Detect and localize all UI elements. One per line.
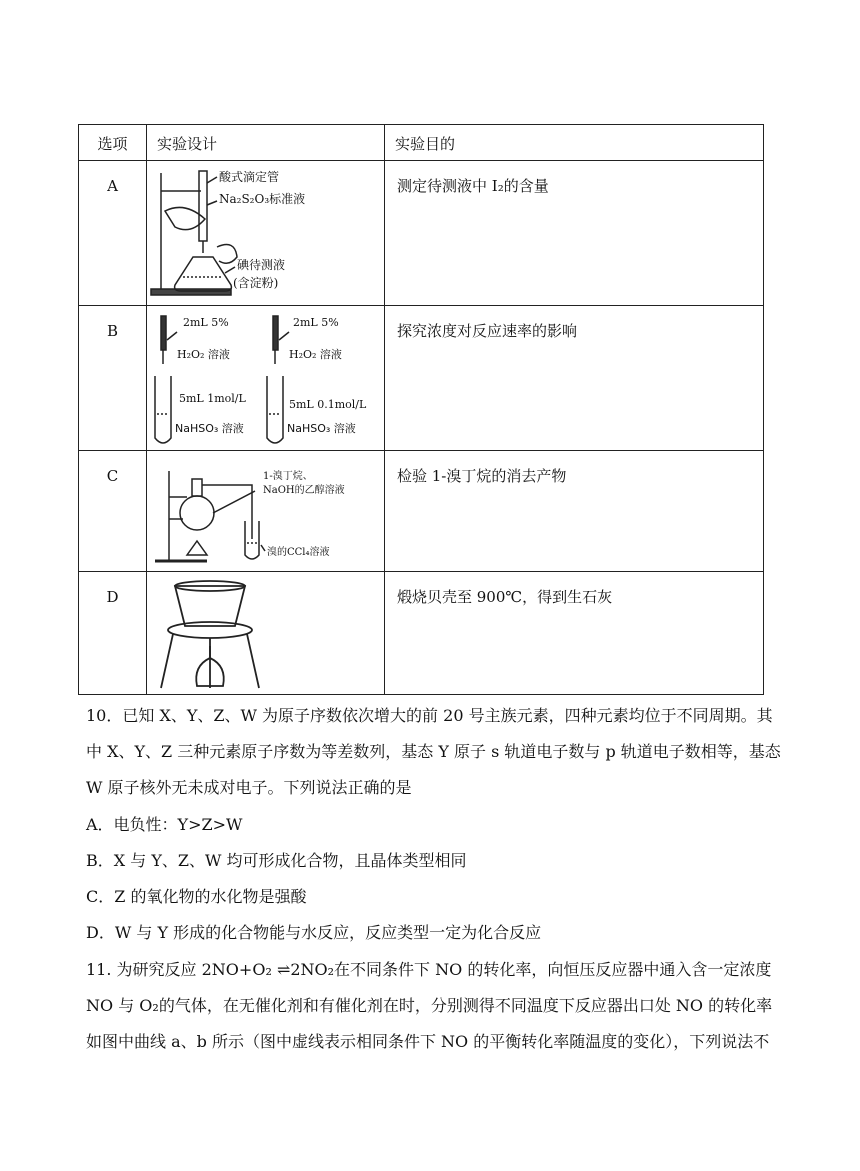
label-nahso3-conc-2: 5mL 0.1mol/L [289,398,367,411]
elimination-apparatus-diagram [147,451,384,571]
label-naoh-ethanol: NaOH的乙醇溶液 [263,485,345,496]
titration-diagram [147,161,384,305]
purpose-text: 检验 1-溴丁烷的消去产物 [385,451,764,572]
table-row [79,306,764,451]
design-cell [147,572,385,695]
label-nahso3-2: NaHSO₃ 溶液 [287,422,356,435]
header-design: 实验设计 [147,125,385,161]
option-label: B [79,306,147,451]
design-cell [147,161,385,306]
label-h2o2-conc-2: 2mL 5% [293,316,339,329]
table-row [79,161,764,306]
q10-option-a: A．电负性：Y>Z>W [86,815,243,834]
label-bromine-ccl4: 溴的CCl₄溶液 [267,547,330,558]
q10-stem-line-1: 10．已知 X、Y、Z、W 为原子序数依次增大的前 20 号主族元素，四种元素均位于不同周期。其 [86,706,773,725]
purpose-text: 煅烧贝壳至 900℃，得到生石灰 [385,572,764,695]
q11-stem-line-1: 11. 为研究反应 2NO+O₂ ⇌2NO₂在不同条件下 NO 的转化率，向恒压反应器中通入含一定浓度 [86,960,772,979]
label-analyte: 碘待测液 [237,258,286,272]
design-cell [147,451,385,572]
label-starch: (含淀粉) [233,276,279,290]
option-label: C [79,451,147,572]
experiment-table [78,124,764,695]
q10-option-d: D．W 与 Y 形成的化合物能与水反应，反应类型一定为化合反应 [86,923,542,942]
header-option: 选项 [79,125,147,161]
purpose-text: 探究浓度对反应速率的影响 [385,306,764,451]
label-nahso3-1: NaHSO₃ 溶液 [175,422,244,435]
q10-option-c: C．Z 的氧化物的水化物是强酸 [86,887,307,906]
design-cell [147,306,385,451]
option-label: A [79,161,147,306]
label-h2o2-1: H₂O₂ 溶液 [177,348,230,361]
test-tube-diagram [147,306,384,450]
q10-stem-line-3: W 原子核外无未成对电子。下列说法正确的是 [86,778,412,797]
header-purpose: 实验目的 [385,125,764,161]
crucible-diagram [147,572,384,694]
label-h2o2-conc-1: 2mL 5% [183,316,229,329]
purpose-text: 测定待测液中 I₂的含量 [385,161,764,306]
option-label: D [79,572,147,695]
label-nahso3-conc-1: 5mL 1mol/L [179,392,246,405]
label-bromobutane: 1-溴丁烷、 [263,471,313,482]
table-header-row [79,125,764,161]
label-burette: 酸式滴定管 [219,170,280,184]
label-standard: Na₂S₂O₃标准液 [219,192,306,206]
q11-stem-line-3: 如图中曲线 a、b 所示（图中虚线表示相同条件下 NO 的平衡转化率随温度的变化），下列说法不 [86,1032,770,1051]
table-row [79,572,764,695]
q10-option-b: B．X 与 Y、Z、W 均可形成化合物，且晶体类型相同 [86,851,467,870]
table-row [79,451,764,572]
q11-stem-line-2: NO 与 O₂的气体，在无催化剂和有催化剂在时，分别测得不同温度下反应器出口处 NO 的转化率 [86,996,773,1015]
q10-stem-line-2: 中 X、Y、Z 三种元素原子序数为等差数列，基态 Y 原子 s 轨道电子数与 p 轨道电子数相等，基态 [86,742,781,761]
label-h2o2-2: H₂O₂ 溶液 [289,348,342,361]
